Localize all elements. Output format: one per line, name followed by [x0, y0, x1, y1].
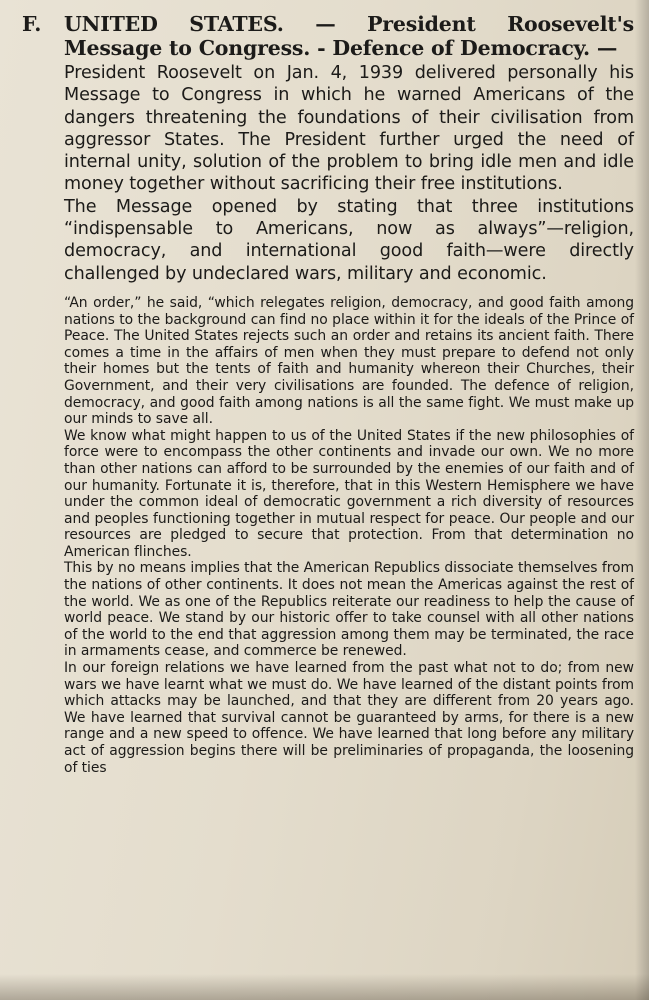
article	[22, 12, 634, 776]
quote-paragraph: We know what might happen to us of the United States if the new philosophies of force were to encompass the other continents and invade our own. We no more than other nations can afford to be surrounded by the enemies of our faith and of our humanity. Fortunate it is, therefore, that in this Western Hemisphere we have under the common ideal of democratic government a rich diversity of resources and peoples functioning together in mutual respect for peace. Our people and our resources are pledged to secure that protection. From that determination no American flinches.	[64, 427, 634, 560]
page-edge-shadow	[635, 0, 649, 1000]
quote-paragraph: In our foreign relations we have learned from the past what not to do; from new wars we have learnt what we must do. We have learned of the distant points from which attacks may be launched, and that they are different from 20 years ago. We have learned that survival cannot be guaranteed by arms, for there is a new range and a new speed to offence. We have learned that long before any military act of aggression begins there will be preliminaries of propaganda, the loosening of ties	[64, 660, 634, 776]
section-letter: F.	[22, 12, 42, 36]
quote-block	[64, 295, 634, 776]
section-title: UNITED STATES. — President Roosevelt's Message to Congress. - Defence of Democracy. —	[64, 12, 634, 60]
intro-paragraph: The Message opened by stating that three institutions “indispensable to Americans, now as always”—religion, democracy, and international good faith—were directly challenged by undeclared wars, military and economic.	[64, 196, 634, 284]
quote-paragraph: This by no means implies that the American Republics dissociate themselves from the nations of other continents. It does not mean the Americas against the rest of the world. We as one of the Republics reiterate our readiness to help the cause of world peace. We stand by our historic offer to take counsel with all other nations of the world to the end that aggression among them may be terminated, the race in armaments cease, and commerce be renewed.	[64, 560, 634, 660]
intro-paragraph: President Roosevelt on Jan. 4, 1939 delivered personally his Message to Congress in which he warned Americans of the dangers threatening the foundations of their civilisation from aggressor States. The President further urged the need of internal unity, solution of the problem to bring idle men and idle money together without sacrificing their free institutions.	[64, 63, 634, 195]
intro-block	[64, 62, 634, 285]
quote-paragraph: “An order,” he said, “which relegates religion, democracy, and good faith among nations to the background can find no place within it for the ideals of the Prince of Peace. The United States rejects such an order and retains its ancient faith. There comes a time in the affairs of men when they must prepare to defend not only their homes but the tents of faith and humanity whereon their Churches, their Government, and their very civilisations are founded. The defence of religion, democracy, and good faith among nations is all the same fight. We must make up our minds to save all.	[64, 294, 634, 428]
page-bottom-shadow	[0, 974, 649, 1000]
section-heading	[22, 12, 634, 60]
